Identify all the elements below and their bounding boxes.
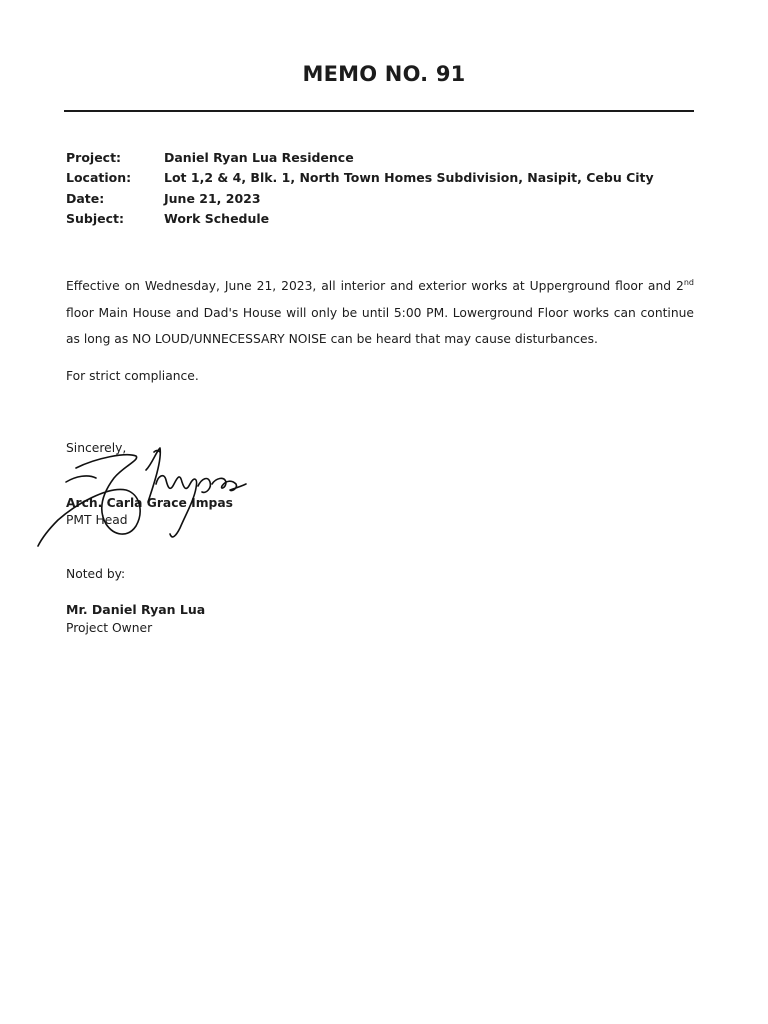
meta-row-date	[66, 188, 654, 209]
subject-label: Subject:	[66, 211, 124, 227]
memo-meta-block	[66, 147, 654, 229]
subject-value: Work Schedule	[164, 211, 270, 227]
signer-title: PMT Head	[66, 513, 128, 527]
signer-name: Arch. Carla Grace Impas	[66, 496, 233, 510]
memo-title: MEMO NO. 91	[302, 62, 466, 86]
ordinal-suffix: nd	[683, 278, 694, 287]
meta-row-location	[66, 168, 654, 189]
sincerely-line: Sincerely,	[66, 441, 127, 455]
memo-body-paragraph	[66, 270, 694, 353]
project-value: Daniel Ryan Lua Residence	[164, 149, 354, 165]
meta-row-project	[66, 147, 654, 168]
owner-title: Project Owner	[66, 621, 153, 635]
date-label: Date:	[66, 190, 105, 206]
body-text-part-1: Effective on Wednesday, June 21, 2023, all interior and exterior works at Upperground floor and 2	[66, 279, 684, 294]
meta-row-subject	[66, 209, 654, 230]
header-divider	[64, 110, 694, 112]
date-value: June 21, 2023	[164, 190, 261, 206]
noted-by-line: Noted by:	[66, 567, 126, 581]
owner-name: Mr. Daniel Ryan Lua	[66, 602, 206, 617]
compliance-line: For strict compliance.	[66, 369, 199, 383]
project-label: Project:	[66, 149, 122, 165]
body-text-part-2: floor Main House and Dad's House will only be until 5:00 PM. Lowerground Floor works can continue as long as NO LOUD/UNNECESSARY NOISE can be heard that may cause disturbances.	[66, 305, 694, 347]
location-value: Lot 1,2 & 4, Blk. 1, North Town Homes Subdivision, Nasipit, Cebu City	[164, 170, 654, 186]
handwritten-signature	[36, 440, 256, 560]
location-label: Location:	[66, 170, 132, 186]
